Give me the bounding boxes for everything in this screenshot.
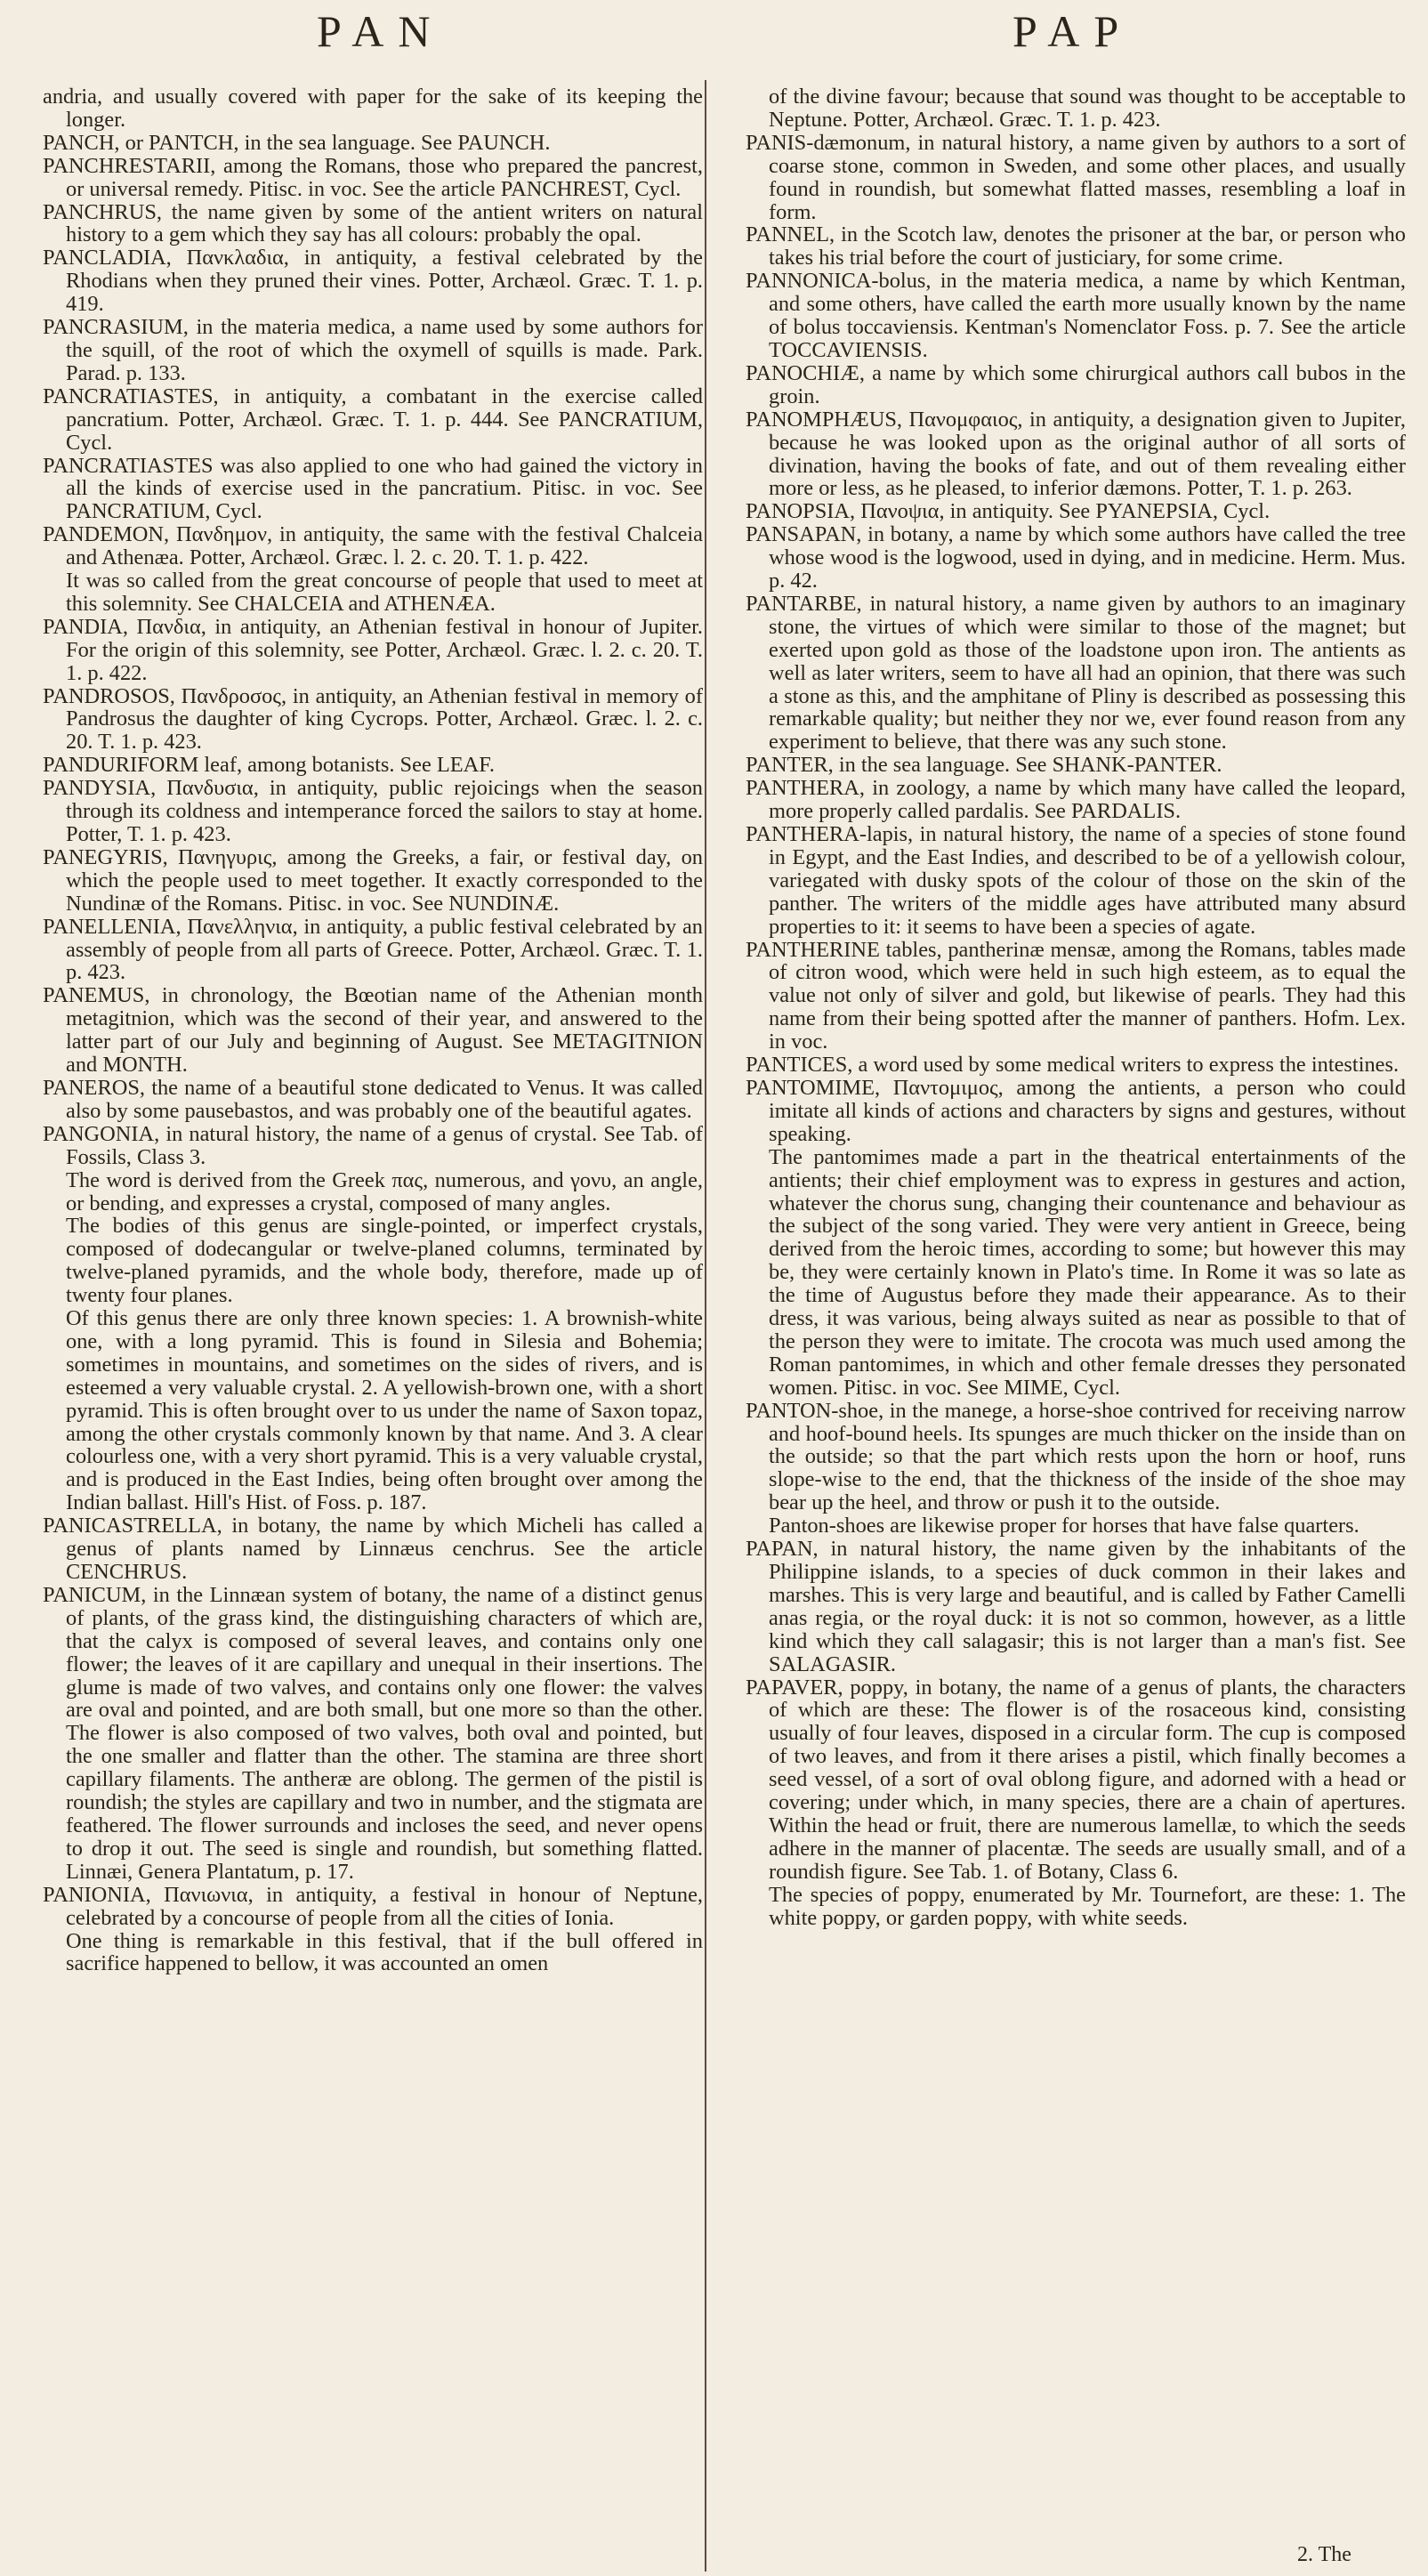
dictionary-entry: PANNEL, in the Scotch law, denotes the prisoner at the bar, or person who takes his trial before the court of justiciary, for some crime. <box>746 222 1406 271</box>
dictionary-entry: PANICASTRELLA, in botany, the name by which Micheli has called a genus of plants named by Linnæus cenchrus. See the article CENCHRUS. <box>43 1514 703 1584</box>
dictionary-entry: PANTHERINE tables, pantherinæ mensæ, among the Romans, tables made of citron wood, which were held in such high esteem, as to equal the value not only of silver and gold, but likewise of pearls. They had this name from their being spotted after the manner of panthers. Hofm. Lex. in voc. <box>746 937 1406 1054</box>
dictionary-entry: PANEMUS, in chronology, the Bœotian name of the Athenian month metagitnion, which was the second of their year, and answered to the latter part of our July and beginning of August. See METAGITNION and MONTH. <box>43 983 703 1078</box>
entry-paragraph: One thing is remarkable in this festival, that if the bull offered in sacrifice happened to bellow, it was accounted an omen <box>66 1928 703 1976</box>
dictionary-entry: PANSAPAN, in botany, a name by which some authors have called the tree whose wood is the logwood, used in dying, and in medicine. Herm. Mus. p. 42. <box>746 522 1406 594</box>
dictionary-entry: PANTON-shoe, in the manege, a horse-shoe contrived for receiving narrow and hoof-bound heels. Its spunges are much thicker on the inside than on the outside; so that the part which rests upon the horn or hoof, runs slope-wise to the end, that the thickness of the inside of the shoe may bear up the heel, and throw or push it to the outside. <box>746 1398 1406 1515</box>
dictionary-entry: PANCLADIA, Πανκλαδια, in antiquity, a festival celebrated by the Rhodians when they pruned their vines. Potter, Archæol. Græc. T. 1. p. 419. <box>43 246 703 317</box>
dictionary-entry: PANICUM, in the Linnæan system of botany, the name of a distinct genus of plants, of the grass kind, the distinguishing characters of which are, that the calyx is composed of several leaves, and contains only one flower; the leaves of it are capillary and unequal in their insertions. The glume is made of two valves, and contains only one flower: the valves are oval and pointed, and are both small, but one more so than the other. The flower is also composed of two valves, both oval and pointed, but the one smaller and flatter than the other. The stamina are three short capillary filaments. The antheræ are oblong. The germen of the pistil is roundish; the styles are capillary and two in number, and the stigmata are feathered. The flower surrounds and incloses the seed, and never opens to drop it out. The seed is single and roundish, but something flatted. Linnæi, Genera Plantatum, p. 17. <box>43 1582 703 1884</box>
dictionary-entry: PANTARBE, in natural history, a name given by authors to an imaginary stone, the virtues of which were similar to those of the magnet; but exerted upon gold as those of the loadstone upon iron. The antients as well as later writers, seem to have all had an opinion, that there was such a stone as this, and the amphitane of Pliny is described as possessing this remarkable quality; but neither they nor we, ever found reason from any experiment to believe, that there was any such stone. <box>746 591 1406 755</box>
entry-paragraph: The bodies of this genus are single-pointed, or imperfect crystals, composed of dodecangular or twelve-planed columns, terminated by twelve-planed pyramids, and the whole body, therefore, made up of twenty four planes. <box>66 1214 703 1308</box>
catchword: 2. The <box>1297 2543 1351 2566</box>
dictionary-entry: PAPAVER, poppy, in botany, the name of a genus of plants, the characters of which are these: The flower is of the rosaceous kind, consisting usually of four leaves, disposed in a circular form. The cup is composed of two leaves, and from it there arises a pistil, which finally becomes a seed vessel, of a sort of oval oblong figure, and adorned with a head or covering; under which, in many species, there are a chain of apertures. Within the head or fruit, there are numerous lamellæ, to which the seeds adhere in the manner of placentæ. The seeds are usually small, and of a roundish figure. See Tab. 1. of Botany, Class 6. <box>746 1675 1406 1884</box>
dictionary-entry: PANDIA, Πανδια, in antiquity, an Athenian festival in honour of Jupiter. For the origin of this solemnity, see Potter, Archæol. Græc. l. 2. c. 20. T. 1. p. 422. <box>43 614 703 685</box>
dictionary-entry: PANCHRUS, the name given by some of the antient writers on natural history to a gem which they say has all colours: probably the opal. <box>43 199 703 247</box>
dictionary-entry: PANTHERA-lapis, in natural history, the name of a species of stone found in Egypt, and the East Indies, and described to be of a yellowish colour, variegated with dusky spots of the colour of those on the skin of the panther. The writers of the middle ages have attributed many absurd properties to it: it seems to have been a species of agate. <box>746 822 1406 939</box>
dictionary-entry: PANEROS, the name of a beautiful stone dedicated to Venus. It was called also by some pausebastos, and was probably one of the beautiful agates. <box>43 1075 703 1123</box>
left-column <box>43 85 703 1975</box>
dictionary-entry: PANTICES, a word used by some medical writers to express the intestines. <box>746 1053 1400 1078</box>
running-header <box>0 0 1428 71</box>
dictionary-entry: PANOMPHÆUS, Πανομφαιος, in antiquity, a designation given to Jupiter, because he was looked upon as the original author of all sorts of divination, having the books of fate, and out of them revealing either more or less, as he pleased, to inferior dæmons. Potter, T. 1. p. 263. <box>746 407 1406 501</box>
entry-paragraph: Of this genus there are only three known species: 1. A brownish-white one, with a long pyramid. This is found in Silesia and Bohemia; sometimes in mountains, and sometimes on the sides of rivers, and is esteemed a very valuable crystal. 2. A yellowish-brown one, with a short pyramid. This is often brought over to us under the name of Saxon topaz, among the other crystals commonly known by that name. And 3. A clear colourless one, with a very short pyramid. This is a very valuable crystal, and is produced in the East Indies, being often brought over among the Indian ballast. Hill's Hist. of Foss. p. 187. <box>66 1306 703 1515</box>
dictionary-entry: PANCRATIASTES was also applied to one who had gained the victory in all the kinds of exercise used in the pancratium. Pitisc. in voc. See PANCRATIUM, Cycl. <box>43 453 703 524</box>
entry-paragraph: of the divine favour; because that sound was thought to be acceptable to Neptune. Potter, Archæol. Græc. T. 1. p. 423. <box>769 85 1406 132</box>
dictionary-entry: PANNONICA-bolus, in the materia medica, a name by which Kentman, and some others, have called the earth more usually known by the name of bolus toccaviensis. Kentman's Nomenclator Foss. p. 7. See the article TOCCAVIENSIS. <box>746 269 1406 362</box>
entry-paragraph: The word is derived from the Greek πας, numerous, and γονυ, an angle, or bending, and expresses a crystal, composed of many angles. <box>66 1167 703 1215</box>
dictionary-entry: PANDEMON, Πανδημον, in antiquity, the same with the festival Chalceia and Athenæa. Potter, Archæol. Græc. l. 2. c. 20. T. 1. p. 422. <box>43 522 703 570</box>
dictionary-entry: PANTHERA, in zoology, a name by which many have called the leopard, more properly called pardalis. See PARDALIS. <box>746 776 1406 824</box>
dictionary-entry: PANOPSIA, Πανοψια, in antiquity. See PYANEPSIA, Cycl. <box>746 499 1271 524</box>
dictionary-entry: PANEGYRIS, Πανηγυρις, among the Greeks, a fair, or festival day, on which the people used to meet together. It exactly corresponded to the Nundinæ of the Romans. Pitisc. in voc. See NUNDINÆ. <box>43 844 703 916</box>
dictionary-entry: PANDYSIA, Πανδυσια, in antiquity, public rejoicings when the season through its coldness and intemperance forced the sailors to stay at home. Potter, T. 1. p. 423. <box>43 776 703 846</box>
column-divider <box>705 80 706 2572</box>
entry-paragraph: It was so called from the great concourse of people that used to meet at this solemnity. See CHALCEIA and ATHENÆA. <box>66 569 703 616</box>
dictionary-entry: PANIS-dæmonum, in natural history, a name given by authors to a sort of coarse stone, common in Sweden, and some other places, and usually found in roundish, but somewhat flatted masses, resembling a loaf in form. <box>746 130 1406 224</box>
dictionary-entry: PANCHRESTARII, among the Romans, those who prepared the pancrest, or universal remedy. Pitisc. in voc. See the article PANCHREST, Cycl. <box>43 153 703 201</box>
entry-paragraph: The pantomimes made a part in the theatrical entertainments of the antients; their chief employment was to express in gestures and action, whatever the chorus sung, changing their countenance and behaviour as the subject of the song varied. They were very antient in Greece, being derived from the heroic times, according to some; but however this may be, they were certainly known in Plato's time. In Rome it was so late as the time of Augustus before they made their appearance. As to their dress, it was various, being always suited as near as possible to that of the person they were to imitate. The crocota was much used among the Roman pantomimes, in which and other female dresses they personated women. Pitisc. in voc. See MIME, Cycl. <box>769 1144 1406 1400</box>
dictionary-entry: PANGONIA, in natural history, the name of a genus of crystal. See Tab. of Fossils, Class 3. <box>43 1121 703 1169</box>
dictionary-entry: andria, and usually covered with paper for the sake of its keeping the longer. <box>43 85 703 132</box>
dictionary-entry: PANDURIFORM leaf, among botanists. See LEAF. <box>43 753 495 778</box>
entry-paragraph: The species of poppy, enumerated by Mr. Tournefort, are these: 1. The white poppy, or garden poppy, with white seeds. <box>769 1882 1406 1930</box>
entry-paragraph: Panton-shoes are likewise proper for horses that have false quarters. <box>769 1514 1359 1538</box>
dictionary-entry: PANOCHIÆ, a name by which some chirurgical authors call bubos in the groin. <box>746 360 1406 408</box>
right-column <box>746 85 1406 1930</box>
dictionary-entry: PANCRASIUM, in the materia medica, a name used by some authors for the squill, of the root of which the oxymell of squills is made. Park. Parad. p. 133. <box>43 315 703 385</box>
dictionary-entry: PANCRATIASTES, in antiquity, a combatant in the exercise called pancratium. Potter, Archæol. Græc. T. 1. p. 444. See PANCRATIUM, Cycl. <box>43 384 703 455</box>
dictionary-entry: PANTER, in the sea language. See SHANK-PANTER. <box>746 753 1222 778</box>
dictionary-entry: PANCH, or PANTCH, in the sea language. See PAUNCH. <box>43 130 551 155</box>
dictionary-entry: PANELLENIA, Πανελληνια, in antiquity, a public festival celebrated by an assembly of people from all parts of Greece. Potter, Archæol. Græc. T. 1. p. 423. <box>43 914 703 985</box>
header-right-word: PAP <box>1013 6 1134 56</box>
dictionary-entry: PANIONIA, Πανιωνια, in antiquity, a festival in honour of Neptune, celebrated by a concourse of people from all the cities of Ionia. <box>43 1882 703 1930</box>
dictionary-entry: PANDROSOS, Πανδροσος, in antiquity, an Athenian festival in memory of Pandrosus the daughter of king Cycrops. Potter, Archæol. Græc. l. 2. c. 20. T. 1. p. 423. <box>43 683 703 755</box>
header-left-word: PAN <box>317 6 445 56</box>
dictionary-entry: PAPAN, in natural history, the name given by the inhabitants of the Philippine islands, to a species of duck common in their lakes and marshes. This is very large and beautiful, and is called by Father Camelli anas regia, or the royal duck: it is not so common, however, as a little kind which they call salagasir; this is not larger than a man's fist. See SALAGASIR. <box>746 1537 1406 1676</box>
dictionary-entry: PANTOMIME, Παντομιμος, among the antients, a person who could imitate all kinds of actions and characters by signs and gestures, without speaking. <box>746 1075 1406 1146</box>
